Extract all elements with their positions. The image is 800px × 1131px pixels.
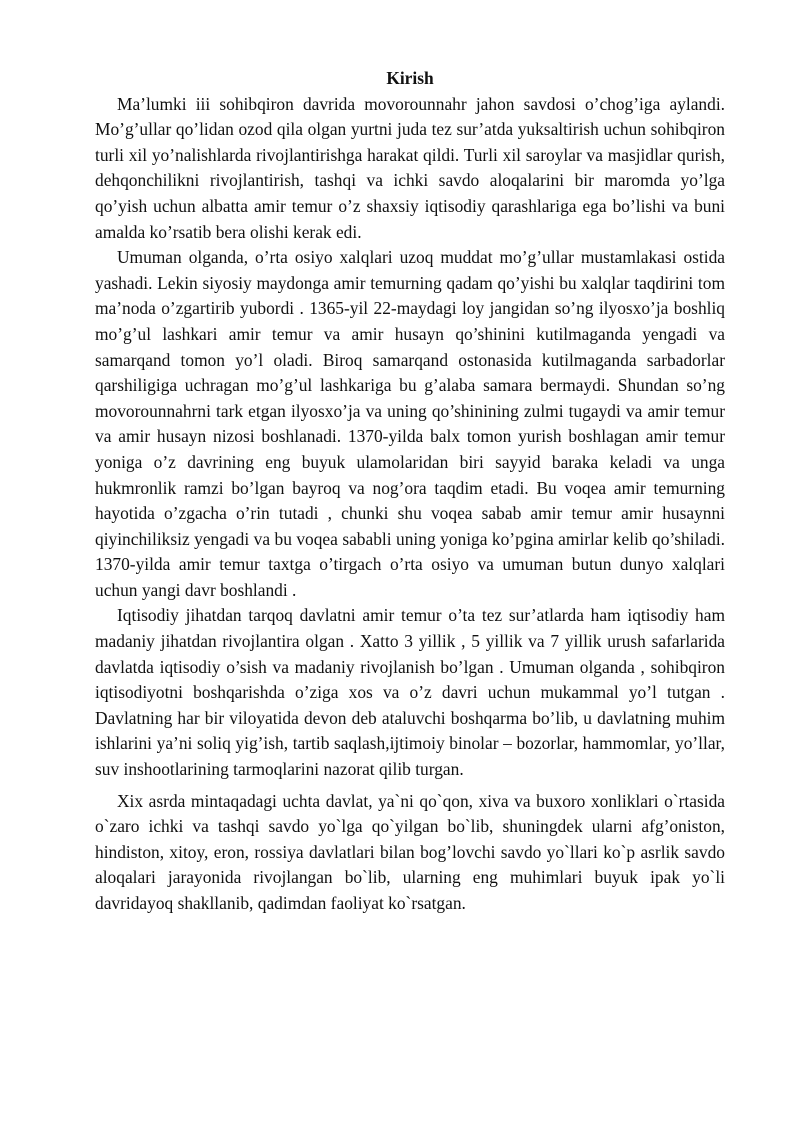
paragraph-4: Xix asrda mintaqadagi uchta davlat, ya`ni qo`qon, xiva va buxoro xonliklari o`rtasida o`zaro ichki va tashqi savdo yo`lga qo`yilgan bo`lib, shuningdek ularni afg’oniston, hindiston, xitoy, eron, rossiya davlatlari bilan bog’lovchi savdo yo`llari ko`p asrlik savdo aloqalari jarayonida rivojlangan bo`lib, ularning eng muhimlari buyuk ipak yo`li davridayoq shakllanib, qadimdan faoliyat ko`rsatgan. xyxy=(95,790,725,913)
paragraph-2: Umuman olganda, o’rta osiyo xalqlari uzoq muddat mo’g’ullar mustamlakasi ostida yashadi. Lekin siyosiy maydonga amir temurning qadam qo’yishi bu xalqlar taqdirini tom ma’noda o’zgartirib yubordi . 1365-yil 22-maydagi loy jangidan so’ng ilyosxo’ja boshliq mo’g’ul lashkari amir temur va amir husayn qo’shinini kutilmaganda yengadi va samarqand tomon yo’l oladi. Biroq samarqand ostonasida kutilmaganda sarbadorlar qarshiligiga uchragan mo’g’ul lashkariga bu g’alaba samara bermaydi. Shundan so’ng movorounnahrni tark etgan ilyosxo’ja va uning qo’shinining zulmi tugaydi va amir temur va amir husayn nizosi boshlanadi. 1370-yilda balx tomon yurish boshlagan amir temur yoniga o’z davrining eng buyuk ulamolaridan biri sayyid baraka keladi va unga hukmronlik ramzi bo’lgan bayroq va nog’ora taqdim etadi. Bu voqea amir temurning hayotida o’zgacha o’rin tutadi , chunki shu voqea sabab amir temur amir husaynni qiyinchiliksiz yengadi va bu voqea sababli uning yoniga ko’pgina amirlar kelib qo’shiladi. 1370-yilda amir temur taxtga o’tirgach o’rta osiyo va umuman butun dunyo xalqlari uchun yangi davr boshlandi . xyxy=(95,247,725,600)
paragraph-3: Iqtisodiy jihatdan tarqoq davlatni amir temur o’ta tez sur’atlarda ham iqtisodiy ham madaniy jihatdan rivojlantira olgan . Xatto 3 yillik , 5 yillik va 7 yillik urush safarlarida davlatda iqtisodiy o’sish va madaniy rivojlanish bo’lgan . Umuman olganda , sohibqiron iqtisodiyotni boshqarishda o’ziga xos va o’z davri uchun mukammal yo’l tutgan . Davlatning har bir viloyatida devon deb ataluvchi boshqarma bo’lib, u davlatning muhim ishlarini ya’ni soliq yig’ish, tartib saqlash,ijtimoiy binolar – bozorlar, hammomlar, yo’llar, suv inshootlarining tarmoqlarini nazorat qilib turgan. xyxy=(95,605,725,780)
document-page xyxy=(95,66,725,917)
document-title: Kirish xyxy=(386,68,434,88)
paragraph-1: Ma’lumki iii sohibqiron davrida movorounnahr jahon savdosi o’chog’iga aylandi. Mo’g’ullar qo’lidan ozod qila olgan yurtni juda tez sur’atda yuksaltirish uchun sohibqiron turli xil yo’nalishlarda rivojlantirishga harakat qildi. Turli xil saroylar va masjidlar qurish, dehqonchilikni rivojlantirish, tashqi va ichki savdo aloqalarini bir maromda yo’lga qo’yish uchun albatta amir temur o’z shaxsiy iqtisodiy qarashlariga ega bo’lishi va buni amalda ko’rsatib bera olishi kerak edi. xyxy=(95,93,725,242)
